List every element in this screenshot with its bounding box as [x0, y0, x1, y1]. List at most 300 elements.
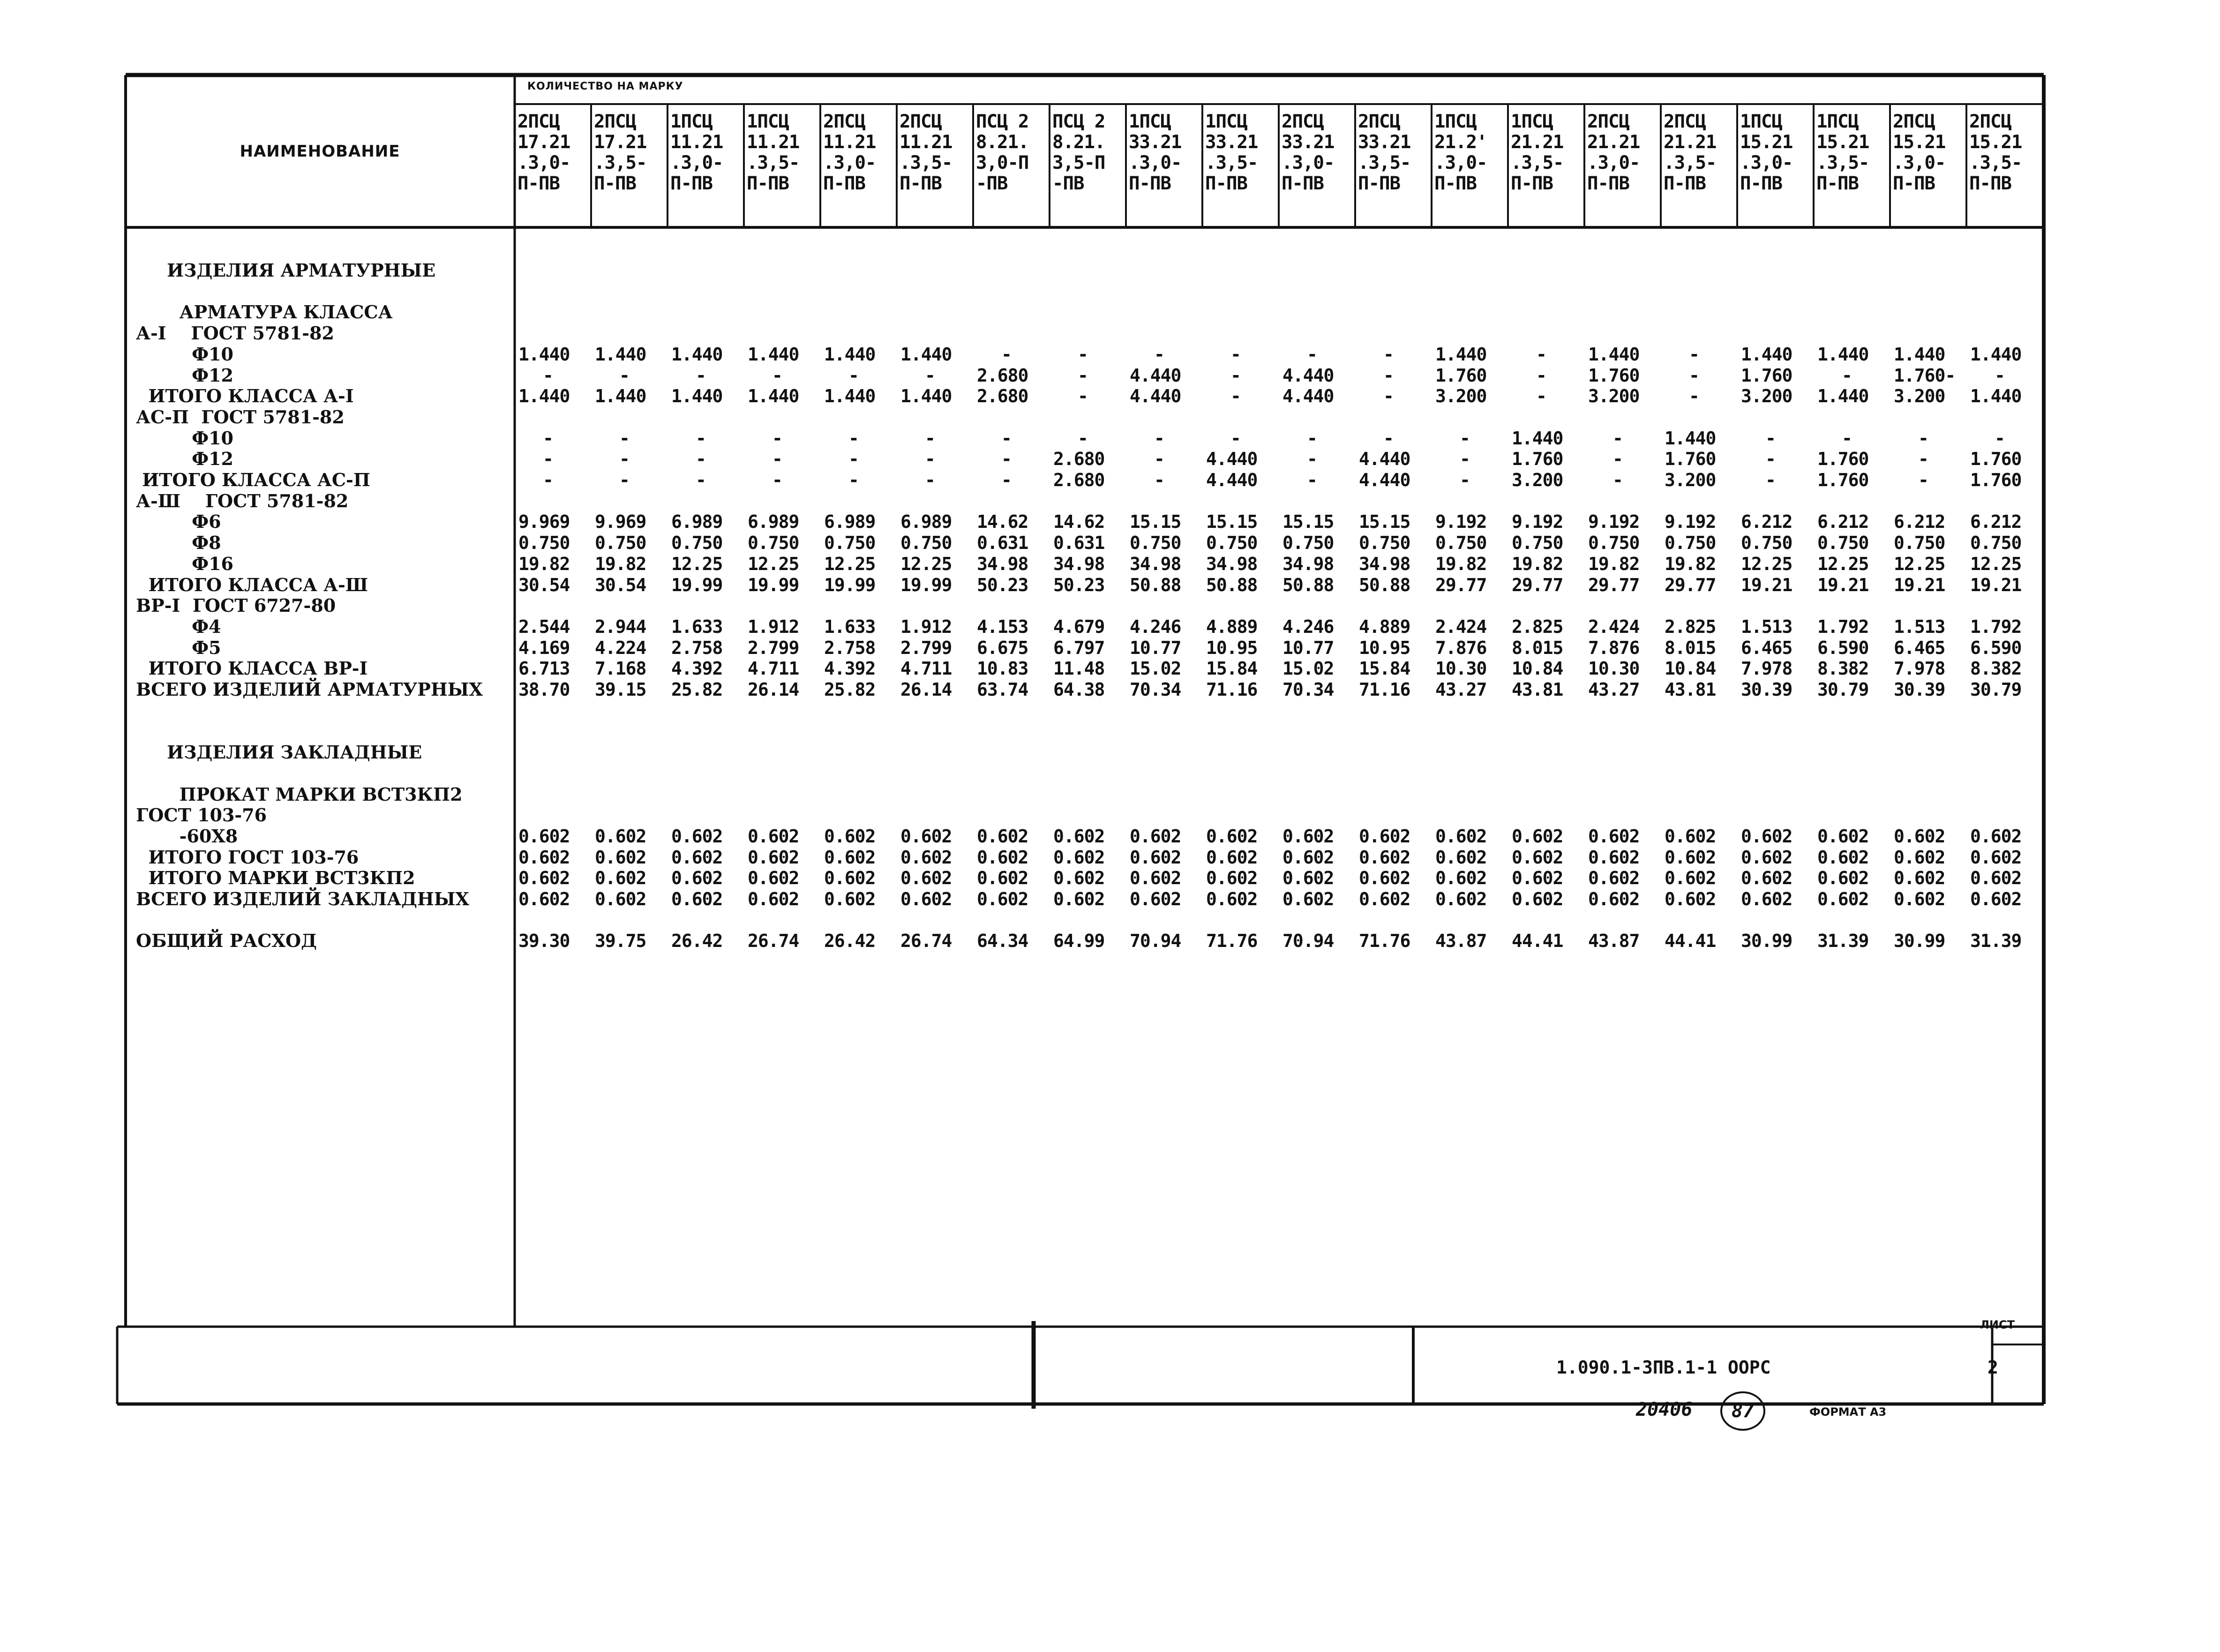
- table-cell: 10.83: [977, 658, 1028, 679]
- table-cell: -: [696, 428, 706, 449]
- column-header-line: 2ПСЦ: [1587, 111, 1629, 132]
- table-cell: 0.602: [824, 868, 876, 889]
- table-cell: -: [1460, 449, 1470, 470]
- table-cell: 6.465: [1741, 637, 1792, 658]
- column-header-line: 2ПСЦ: [1893, 111, 1935, 132]
- table-cell: 1.440: [1512, 428, 1563, 449]
- table-cell: 15.15: [1282, 511, 1334, 533]
- table-cell: -: [1460, 470, 1470, 490]
- table-cell: 25.82: [671, 679, 723, 700]
- table-cell: 15.15: [1359, 511, 1410, 533]
- table-cell: 29.77: [1588, 574, 1640, 595]
- column-header-line: 1ПСЦ: [1740, 111, 1782, 132]
- row-label: ВР-I ГОСТ 6727-80: [136, 595, 336, 616]
- table-cell: 26.74: [748, 931, 799, 952]
- table-cell: 43.27: [1588, 679, 1640, 700]
- table-cell: -: [543, 428, 553, 449]
- table-cell: 0.602: [977, 826, 1028, 847]
- row-label: ИТОГО КЛАССА А-I: [136, 385, 354, 407]
- row-label: ИТОГО ГОСТ 103-76: [136, 846, 359, 868]
- table-cell: 0.602: [748, 889, 799, 909]
- table-cell: -: [1154, 344, 1164, 365]
- table-cell: 4.440: [1130, 386, 1181, 407]
- column-header-line: 11.21: [747, 132, 800, 153]
- table-cell: 1.760: [1970, 470, 2022, 490]
- table-cell: 30.39: [1741, 679, 1792, 700]
- table-cell: -: [925, 428, 935, 449]
- table-cell: 50.88: [1282, 574, 1334, 595]
- table-cell: 3.200: [1435, 386, 1487, 407]
- format-label: ФОРМАТ А3: [1809, 1405, 1887, 1419]
- table-cell: 15.15: [1206, 511, 1258, 533]
- table-cell: 50.23: [1053, 574, 1105, 595]
- table-cell: 0.602: [900, 868, 952, 889]
- column-header: [1129, 112, 1181, 194]
- column-header-line: .3,5-: [594, 152, 647, 173]
- table-cell: 0.602: [518, 889, 570, 909]
- table-cell: -: [1612, 428, 1623, 449]
- column-header-line: 2ПСЦ: [518, 111, 560, 132]
- column-header-line: 17.21: [518, 132, 570, 153]
- table-cell: 2.424: [1588, 616, 1640, 637]
- column-header-line: П-ПВ: [1511, 173, 1553, 194]
- table-cell: 0.602: [1282, 868, 1334, 889]
- table-cell: 0.750: [1206, 533, 1258, 554]
- table-cell: 0.602: [1817, 889, 1869, 909]
- table-cell: 1.440: [518, 344, 570, 365]
- table-cell: 44.41: [1665, 931, 1716, 952]
- table-cell: -: [1078, 386, 1088, 407]
- table-cell: 0.602: [595, 847, 646, 868]
- table-cell: 0.602: [1894, 889, 1945, 909]
- table-cell: 1.760: [1665, 449, 1716, 470]
- table-cell: -: [1001, 449, 1012, 470]
- table-cell: 70.34: [1282, 679, 1334, 700]
- table-cell: -: [543, 365, 553, 386]
- table-cell: 19.99: [900, 574, 952, 595]
- row-label: ИТОГО КЛАССА АС-П: [136, 469, 370, 490]
- table-cell: 2.825: [1512, 616, 1563, 637]
- table-cell: 43.81: [1665, 679, 1716, 700]
- column-header-line: 1ПСЦ: [670, 111, 712, 132]
- table-cell: 12.25: [900, 553, 952, 574]
- column-header-line: 1ПСЦ: [1205, 111, 1247, 132]
- table-cell: 0.750: [900, 533, 952, 554]
- table-cell: 0.602: [671, 826, 723, 847]
- column-header-line: 1ПСЦ: [1434, 111, 1477, 132]
- column-header-line: 1ПСЦ: [1816, 111, 1859, 132]
- table-cell: 1.513: [1894, 616, 1945, 637]
- column-header: [1664, 112, 1716, 194]
- table-cell: 19.82: [518, 553, 570, 574]
- table-cell: 4.679: [1053, 616, 1105, 637]
- table-cell: 26.74: [900, 931, 952, 952]
- table-cell: 7.876: [1435, 637, 1487, 658]
- column-header-line: П-ПВ: [594, 173, 636, 194]
- table-cell: 0.750: [1817, 533, 1869, 554]
- table-cell: 0.602: [1053, 889, 1105, 909]
- column-header-line: 2ПСЦ: [1282, 111, 1324, 132]
- row-label: Ф4: [136, 616, 221, 637]
- sheet-number: 2: [1988, 1357, 1998, 1378]
- table-cell: 29.77: [1435, 574, 1487, 595]
- column-header-line: .3,0-: [670, 152, 723, 173]
- table-cell: 8.382: [1970, 658, 2022, 679]
- table-cell: 6.212: [1741, 511, 1792, 533]
- column-header-line: 8.21.: [976, 132, 1029, 153]
- table-cell: 0.602: [824, 889, 876, 909]
- table-cell: 0.602: [518, 847, 570, 868]
- circled-number-text: 87: [1731, 1400, 1755, 1422]
- column-header-line: П-ПВ: [1358, 173, 1400, 194]
- column-header: [1282, 112, 1334, 194]
- table-cell: 6.212: [1970, 511, 2022, 533]
- table-cell: 6.590: [1817, 637, 1869, 658]
- table-cell: 0.602: [1359, 847, 1410, 868]
- table-cell: 50.88: [1130, 574, 1181, 595]
- table-cell: 9.969: [518, 511, 570, 533]
- table-cell: 4.440: [1206, 449, 1258, 470]
- table-cell: 10.95: [1206, 637, 1258, 658]
- table-cell: 0.602: [748, 847, 799, 868]
- table-cell: 3.200: [1512, 470, 1563, 490]
- table-cell: 2.944: [595, 616, 646, 637]
- table-cell: -: [619, 365, 630, 386]
- table-cell: 4.246: [1130, 616, 1181, 637]
- table-cell: 1.792: [1970, 616, 2022, 637]
- table-cell: 4.392: [824, 658, 876, 679]
- table-cell: -: [848, 449, 859, 470]
- table-cell: 0.750: [1359, 533, 1410, 554]
- column-header-line: 2ПСЦ: [594, 111, 636, 132]
- table-cell: 4.711: [900, 658, 952, 679]
- table-cell: 3.200: [1894, 386, 1945, 407]
- column-header-line: 1ПСЦ: [1511, 111, 1553, 132]
- column-header-line: П-ПВ: [1587, 173, 1629, 194]
- column-header-line: П-ПВ: [1282, 173, 1324, 194]
- table-cell: -: [1001, 470, 1012, 490]
- column-header-line: .3,0-: [1893, 152, 1946, 173]
- table-cell: -: [619, 470, 630, 490]
- column-header-line: ПСЦ 2: [976, 111, 1029, 132]
- table-cell: 30.79: [1817, 679, 1869, 700]
- column-header-line: П-ПВ: [1434, 173, 1477, 194]
- column-header-line: 2ПСЦ: [1664, 111, 1706, 132]
- table-cell: 0.602: [1512, 847, 1563, 868]
- column-header-line: П-ПВ: [670, 173, 712, 194]
- table-cell: 1.440: [824, 344, 876, 365]
- table-cell: 0.602: [1206, 847, 1258, 868]
- table-cell: 6.989: [900, 511, 952, 533]
- table-cell: -: [1383, 344, 1394, 365]
- table-cell: 0.602: [1435, 868, 1487, 889]
- table-cell: 64.34: [977, 931, 1028, 952]
- table-cell: 10.95: [1359, 637, 1410, 658]
- table-cell: 2.680: [977, 386, 1028, 407]
- table-cell: 0.602: [1130, 889, 1181, 909]
- table-cell: 0.602: [1894, 826, 1945, 847]
- column-header-line: .3,5-: [1511, 152, 1564, 173]
- table-cell: 1.440: [1665, 428, 1716, 449]
- row-label: ОБЩИЙ РАСХОД: [136, 930, 317, 952]
- table-cell: 10.77: [1282, 637, 1334, 658]
- table-cell: 14.62: [1053, 511, 1105, 533]
- table-cell: 8.015: [1512, 637, 1563, 658]
- table-cell: 0.602: [1435, 889, 1487, 909]
- table-cell: -: [543, 449, 553, 470]
- circled-number: [1720, 1391, 1765, 1431]
- table-cell: -: [1689, 386, 1699, 407]
- table-cell: 26.42: [824, 931, 876, 952]
- table-cell: 0.750: [518, 533, 570, 554]
- table-cell: -: [1689, 365, 1699, 386]
- table-cell: 3.200: [1741, 386, 1792, 407]
- table-cell: 0.602: [1970, 826, 2022, 847]
- table-cell: 1.440: [900, 386, 952, 407]
- table-cell: 2.680: [1053, 470, 1105, 490]
- table-cell: 0.602: [1588, 889, 1640, 909]
- table-cell: -: [772, 428, 782, 449]
- table-cell: 63.74: [977, 679, 1028, 700]
- column-header-line: 11.21: [900, 132, 952, 153]
- table-cell: -: [1230, 428, 1241, 449]
- table-cell: 0.750: [1894, 533, 1945, 554]
- table-cell: 7.978: [1894, 658, 1945, 679]
- table-cell: 0.602: [1588, 868, 1640, 889]
- table-cell: 39.30: [518, 931, 570, 952]
- column-header-line: 21.2': [1434, 132, 1487, 153]
- table-cell: -: [696, 470, 706, 490]
- table-cell: 19.82: [1512, 553, 1563, 574]
- table-cell: 0.602: [748, 868, 799, 889]
- column-header-line: П-ПВ: [1664, 173, 1706, 194]
- column-header-line: П-ПВ: [1129, 173, 1171, 194]
- column-header-line: .3,5-: [900, 152, 952, 173]
- table-cell: 70.94: [1282, 931, 1334, 952]
- sheet-label: ЛИСТ: [1980, 1318, 2015, 1331]
- column-header-line: П-ПВ: [1969, 173, 2011, 194]
- column-header: [976, 112, 1028, 194]
- table-cell: 1.792: [1817, 616, 1869, 637]
- table-cell: 0.750: [1970, 533, 2022, 554]
- table-cell: -: [619, 428, 630, 449]
- column-header-line: 11.21: [670, 132, 723, 153]
- column-header-line: П-ПВ: [823, 173, 865, 194]
- table-cell: 0.602: [1817, 826, 1869, 847]
- table-cell: 1.440: [824, 386, 876, 407]
- column-header-line: .3,5-: [1664, 152, 1717, 173]
- table-cell: -: [1230, 386, 1241, 407]
- table-cell: 19.21: [1970, 574, 2022, 595]
- column-header-line: П-ПВ: [1740, 173, 1782, 194]
- column-header-line: .3,5-: [1205, 152, 1258, 173]
- column-header-line: 2ПСЦ: [823, 111, 865, 132]
- table-cell: -: [696, 449, 706, 470]
- column-header-line: 33.21: [1282, 132, 1335, 153]
- table-cell: 50.88: [1206, 574, 1258, 595]
- table-cell: 34.98: [1282, 553, 1334, 574]
- table-cell: -: [1001, 344, 1012, 365]
- table-cell: 4.224: [595, 637, 646, 658]
- column-header-line: .3,5-: [1816, 152, 1869, 173]
- table-cell: 30.99: [1894, 931, 1945, 952]
- table-cell: 0.602: [824, 847, 876, 868]
- table-cell: 30.99: [1741, 931, 1792, 952]
- table-cell: -: [772, 365, 782, 386]
- table-cell: 15.02: [1130, 658, 1181, 679]
- column-header-line: .3,0-: [1434, 152, 1487, 173]
- table-cell: 64.38: [1053, 679, 1105, 700]
- column-header: [900, 112, 952, 194]
- column-header: [1740, 112, 1792, 194]
- table-cell: 7.978: [1741, 658, 1792, 679]
- table-cell: 0.602: [1512, 826, 1563, 847]
- table-cell: 1.440: [1970, 344, 2022, 365]
- table-cell: -: [1383, 365, 1394, 386]
- table-cell: -: [543, 470, 553, 490]
- table-cell: 0.602: [1206, 889, 1258, 909]
- table-cell: 19.21: [1894, 574, 1945, 595]
- table-cell: 1.440: [1817, 344, 1869, 365]
- table-cell: 71.76: [1206, 931, 1258, 952]
- column-header-line: П-ПВ: [900, 173, 942, 194]
- table-cell: -: [1842, 428, 1852, 449]
- table-cell: -: [1842, 365, 1852, 386]
- column-header-line: П-ПВ: [1205, 173, 1247, 194]
- table-cell: 1.440: [1894, 344, 1945, 365]
- column-header-line: 21.21: [1664, 132, 1717, 153]
- table-cell: 0.602: [1588, 826, 1640, 847]
- table-cell: 0.602: [977, 889, 1028, 909]
- table-cell: 2.680: [1053, 449, 1105, 470]
- table-cell: 19.99: [671, 574, 723, 595]
- column-header-line: .3,0-: [518, 152, 570, 173]
- column-header-line: П-ПВ: [747, 173, 789, 194]
- table-cell: 6.989: [824, 511, 876, 533]
- table-cell: 0.602: [518, 868, 570, 889]
- table-cell: -: [1765, 428, 1776, 449]
- table-cell: 9.192: [1512, 511, 1563, 533]
- table-cell: 44.41: [1512, 931, 1563, 952]
- table-cell: -: [848, 365, 859, 386]
- table-cell: 0.602: [1741, 868, 1792, 889]
- table-cell: 0.602: [518, 826, 570, 847]
- table-cell: 34.98: [977, 553, 1028, 574]
- table-cell: 0.750: [1435, 533, 1487, 554]
- column-header: [1893, 112, 1945, 194]
- column-header: [1587, 112, 1640, 194]
- table-cell: 19.21: [1817, 574, 1869, 595]
- column-header-line: 2ПСЦ: [1969, 111, 2011, 132]
- table-cell: 31.39: [1970, 931, 2022, 952]
- table-cell: 0.602: [1970, 868, 2022, 889]
- table-cell: 19.99: [748, 574, 799, 595]
- table-cell: 1.760: [1741, 365, 1792, 386]
- table-cell: 0.750: [1741, 533, 1792, 554]
- table-cell: 0.602: [1970, 847, 2022, 868]
- column-header: [1816, 112, 1869, 194]
- table-cell: 0.602: [900, 826, 952, 847]
- table-cell: 1.440: [1970, 386, 2022, 407]
- table-cell: 9.192: [1665, 511, 1716, 533]
- table-cell: 1.440: [1435, 344, 1487, 365]
- table-cell: 1.760: [1970, 449, 2022, 470]
- row-label: Ф16: [136, 553, 233, 574]
- table-cell: 39.75: [595, 931, 646, 952]
- table-cell: 0.750: [1512, 533, 1563, 554]
- column-header: [1205, 112, 1258, 194]
- table-cell: 19.82: [1588, 553, 1640, 574]
- column-header-line: 1ПСЦ: [1129, 111, 1171, 132]
- table-cell: -: [848, 428, 859, 449]
- table-cell: 19.21: [1741, 574, 1792, 595]
- column-header: [747, 112, 799, 194]
- column-header-line: 1ПСЦ: [747, 111, 789, 132]
- table-cell: 4.440: [1130, 365, 1181, 386]
- table-cell: 0.602: [977, 847, 1028, 868]
- table-cell: 0.602: [1282, 826, 1334, 847]
- table-cell: 4.440: [1359, 470, 1410, 490]
- table-cell: 1.440: [748, 344, 799, 365]
- column-header-line: 2ПСЦ: [900, 111, 942, 132]
- table-cell: 0.602: [671, 868, 723, 889]
- table-cell: 6.989: [748, 511, 799, 533]
- table-cell: 43.81: [1512, 679, 1563, 700]
- inventory-number: 20406: [1636, 1399, 1693, 1420]
- column-header-line: .3,5-: [1358, 152, 1411, 173]
- column-header-line: 3,5-П: [1052, 152, 1105, 173]
- table-cell: 1.440: [1588, 344, 1640, 365]
- column-header-line: .3,0-: [1129, 152, 1182, 173]
- table-cell: 0.602: [1741, 826, 1792, 847]
- table-cell: 0.602: [1053, 868, 1105, 889]
- row-label: А-Ш ГОСТ 5781-82: [136, 490, 349, 511]
- row-label: Ф12: [136, 448, 233, 470]
- table-cell: 4.392: [671, 658, 723, 679]
- table-cell: 2.544: [518, 616, 570, 637]
- column-header-line: 11.21: [823, 132, 876, 153]
- table-cell: 4.711: [748, 658, 799, 679]
- table-cell: 0.602: [1588, 847, 1640, 868]
- table-cell: 0.602: [1817, 868, 1869, 889]
- table-cell: 6.212: [1894, 511, 1945, 533]
- table-cell: 0.750: [1588, 533, 1640, 554]
- column-header-line: 33.21: [1129, 132, 1182, 153]
- table-cell: 10.84: [1512, 658, 1563, 679]
- table-cell: 10.77: [1130, 637, 1181, 658]
- table-cell: 0.602: [977, 868, 1028, 889]
- table-cell: 7.168: [595, 658, 646, 679]
- column-header-line: 15.21: [1816, 132, 1869, 153]
- table-cell: 6.590: [1970, 637, 2022, 658]
- column-header-line: .3,0-: [1587, 152, 1640, 173]
- table-cell: -: [1536, 386, 1546, 407]
- table-cell: 9.969: [595, 511, 646, 533]
- table-cell: 6.989: [671, 511, 723, 533]
- table-cell: 12.25: [1817, 553, 1869, 574]
- table-cell: 15.15: [1130, 511, 1181, 533]
- table-cell: 15.02: [1282, 658, 1334, 679]
- table-cell: 12.25: [1970, 553, 2022, 574]
- table-cell: 0.602: [1665, 868, 1716, 889]
- table-cell: 0.602: [1206, 868, 1258, 889]
- column-header: [670, 112, 723, 194]
- table-cell: 50.23: [977, 574, 1028, 595]
- table-cell: 3.200: [1588, 386, 1640, 407]
- table-cell: 0.602: [1435, 826, 1487, 847]
- table-cell: 6.797: [1053, 637, 1105, 658]
- column-header-line: 2ПСЦ: [1358, 111, 1400, 132]
